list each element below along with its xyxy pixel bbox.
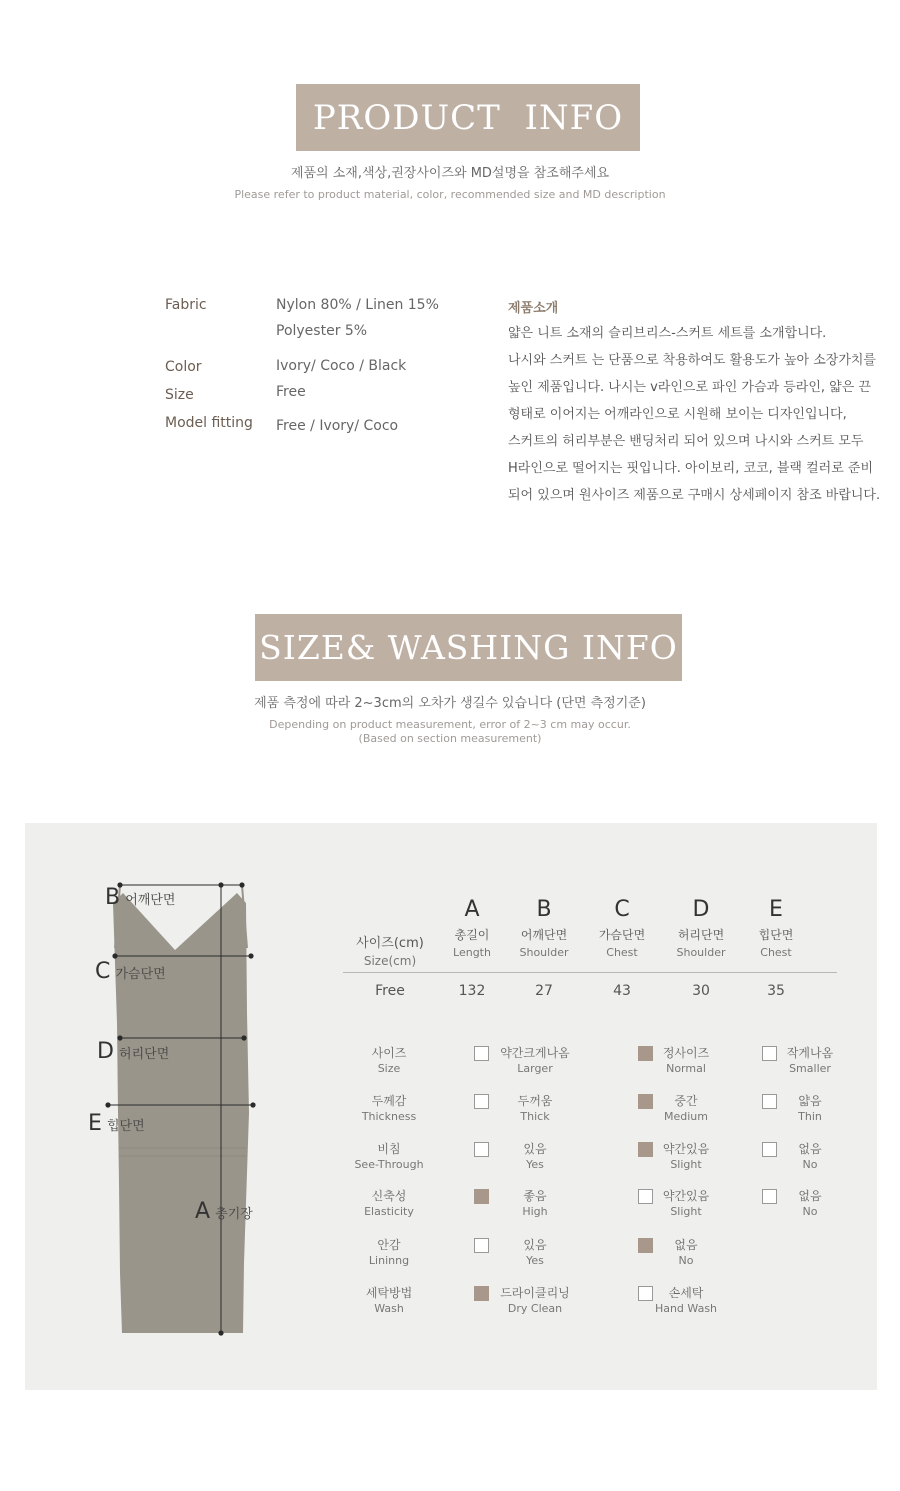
diagram-label-a [195, 1199, 253, 1224]
option-label [480, 1187, 590, 1218]
diagram-label-b [105, 885, 175, 910]
description-line: 형태로 이어지는 어깨라인으로 시원해 보이는 디자인입니다, [508, 407, 847, 422]
option-label-en: Yes [526, 1254, 544, 1267]
product-info-title: PRODUCT INFO [312, 97, 624, 138]
attribute-label-ko: 세탁방법 [365, 1286, 413, 1300]
value-d: 30 [692, 983, 710, 999]
row-size: Free [375, 983, 405, 999]
option-label [631, 1236, 741, 1267]
value-b: 27 [535, 983, 553, 999]
diagram-text: 가슴단면 [115, 967, 166, 982]
option-label-en: High [522, 1205, 548, 1218]
column-b [499, 897, 589, 959]
size-info-banner [255, 614, 682, 681]
option-label-ko: 없음 [798, 1189, 822, 1203]
option-label-en: Yes [526, 1158, 544, 1171]
option-label [480, 1236, 590, 1267]
size-header [345, 928, 435, 968]
option-label [480, 1284, 590, 1315]
option-label-ko: 두꺼움 [517, 1094, 553, 1108]
diagram-letter: D [97, 1039, 114, 1064]
column-ko: 총길이 [454, 928, 490, 942]
option-label-en: Thick [520, 1110, 550, 1123]
description-heading: 제품소개 [508, 301, 559, 316]
diagram-label-d [97, 1039, 169, 1064]
option-label-ko: 약간있음 [662, 1142, 710, 1156]
option-label [755, 1092, 865, 1123]
option-label [631, 1092, 741, 1123]
option-label-ko: 없음 [798, 1142, 822, 1156]
option-label-en: Thin [798, 1110, 822, 1123]
option-label [631, 1044, 741, 1075]
attribute-label-en: Thickness [361, 1110, 417, 1123]
size-info-subtitle-en-1: Depending on product measurement, error of 2~3 cm may occur. [269, 718, 631, 731]
option-label-ko: 좋음 [523, 1189, 547, 1203]
product-info-subtitle-ko: 제품의 소재,색상,권장사이즈와 MD설명을 참조해주세요 [290, 166, 610, 181]
fabric-value-1: Nylon 80% / Linen 15% [276, 297, 439, 313]
value-c: 43 [613, 983, 631, 999]
option-label [755, 1187, 865, 1218]
diagram-letter: E [88, 1111, 102, 1136]
column-ko: 힙단면 [758, 928, 794, 942]
diagram-label-e [88, 1111, 145, 1136]
attribute-label [344, 1236, 434, 1267]
option-label [631, 1284, 741, 1315]
column-en: Shoulder [519, 946, 569, 959]
option-label-ko: 약간크게나옴 [500, 1046, 570, 1060]
column-e [731, 897, 821, 959]
attribute-label-en: Elasticity [364, 1205, 414, 1218]
option-label-ko: 약간있음 [662, 1189, 710, 1203]
diagram-letter: C [95, 959, 111, 984]
option-label-ko: 있음 [523, 1238, 547, 1252]
option-label-ko: 작게나옴 [786, 1046, 834, 1060]
column-letter: C [614, 897, 630, 922]
option-label-en: Medium [664, 1110, 708, 1123]
option-label-en: No [802, 1205, 818, 1218]
option-label [755, 1044, 865, 1075]
value-e: 35 [767, 983, 785, 999]
column-letter: E [769, 897, 783, 922]
attribute-label-ko: 비침 [377, 1142, 401, 1156]
size-header-en: Size(cm) [363, 954, 417, 968]
column-letter: B [536, 897, 552, 922]
attribute-label [344, 1284, 434, 1315]
size-info-subtitle-en-2: (Based on section measurement) [358, 732, 542, 745]
column-c [577, 897, 667, 959]
table-divider [343, 972, 837, 973]
size-header-ko: 사이즈(cm) [356, 936, 424, 951]
description-line: 얇은 니트 소재의 슬리브리스-스커트 세트를 소개합니다. [508, 326, 827, 341]
column-en: Chest [760, 946, 792, 959]
option-label-en: Hand Wash [654, 1302, 718, 1315]
column-ko: 가슴단면 [598, 928, 646, 942]
option-label-ko: 얇음 [798, 1094, 822, 1108]
size-washing-panel [25, 823, 877, 1390]
description-text [508, 320, 900, 509]
diagram-letter: A [195, 1199, 211, 1224]
attribute-label [344, 1187, 434, 1218]
option-label-ko: 드라이클리닝 [500, 1286, 570, 1300]
model-fitting-value: Free / Ivory/ Coco [276, 418, 399, 434]
diagram-label-c [95, 959, 166, 984]
option-label-en: Dry Clean [507, 1302, 563, 1315]
attribute-label-en: Size [377, 1062, 401, 1075]
diagram-text: 힙단면 [107, 1119, 145, 1134]
option-label-en: No [678, 1254, 694, 1267]
product-info-banner [296, 84, 640, 151]
attribute-label-en: Wash [374, 1302, 404, 1315]
diagram-text: 허리단면 [119, 1047, 170, 1062]
model-fitting-label: Model fitting [165, 415, 253, 431]
description-line: H라인으로 떨어지는 핏입니다. 아이보리, 코코, 블랙 컬러로 준비 [508, 461, 874, 476]
option-label-ko: 정사이즈 [662, 1046, 710, 1060]
column-en: Shoulder [676, 946, 726, 959]
option-label-ko: 없음 [674, 1238, 698, 1252]
size-info-subtitle-ko: 제품 측정에 따라 2~3cm의 오차가 생길수 있습니다 (단면 측정기준) [254, 696, 646, 711]
option-label [480, 1140, 590, 1171]
option-label-en: Normal [666, 1062, 706, 1075]
option-label-en: Larger [517, 1062, 553, 1075]
option-label [631, 1187, 741, 1218]
attribute-label-en: Lininng [368, 1254, 410, 1267]
diagram-text: 총기장 [215, 1207, 253, 1222]
diagram-letter: B [105, 885, 121, 910]
option-label-ko: 중간 [674, 1094, 698, 1108]
attribute-label [344, 1140, 434, 1171]
value-a: 132 [458, 983, 486, 999]
option-label [480, 1092, 590, 1123]
description-line: 높인 제품입니다. 나시는 v라인으로 파인 가슴과 등라인, 얇은 끈 [508, 380, 871, 395]
column-ko: 어깨단면 [520, 928, 568, 942]
attribute-label [344, 1044, 434, 1075]
option-label-en: Slight [670, 1158, 702, 1171]
option-label [480, 1044, 590, 1075]
description-line: 스커트의 허리부분은 밴딩처리 되어 있으며 나시와 스커트 모두 [508, 434, 864, 449]
size-label: Size [165, 387, 194, 403]
attribute-label-ko: 신축성 [371, 1189, 407, 1203]
attribute-label-ko: 두께감 [371, 1094, 407, 1108]
diagram-text: 어깨단면 [125, 893, 176, 908]
fabric-label: Fabric [165, 297, 207, 313]
product-info-subtitle-en: Please refer to product material, color, recommended size and MD description [234, 188, 666, 201]
column-en: Length [453, 946, 491, 959]
option-label-ko: 있음 [523, 1142, 547, 1156]
column-en: Chest [606, 946, 638, 959]
option-label-ko: 손세탁 [668, 1286, 704, 1300]
color-value: Ivory/ Coco / Black [276, 358, 407, 374]
column-letter: D [692, 897, 710, 922]
option-label [755, 1140, 865, 1171]
column-ko: 허리단면 [677, 928, 725, 942]
attribute-label [344, 1092, 434, 1123]
fabric-value-2: Polyester 5% [276, 323, 368, 339]
attribute-label-en: See-Through [354, 1158, 424, 1171]
color-label: Color [165, 359, 202, 375]
description-line: 되어 있으며 원사이즈 제품으로 구매시 상세페이지 참조 바랍니다. [508, 488, 881, 503]
description-line: 나시와 스커트 는 단품으로 착용하여도 활용도가 높아 소장가치를 [508, 353, 876, 368]
size-info-title: SIZE& WASHING INFO [259, 628, 678, 667]
option-label [631, 1140, 741, 1171]
attribute-label-ko: 사이즈 [371, 1046, 407, 1060]
option-label-en: Smaller [789, 1062, 831, 1075]
option-label-en: No [802, 1158, 818, 1171]
option-label-en: Slight [670, 1205, 702, 1218]
attribute-label-ko: 안감 [377, 1238, 401, 1252]
column-letter: A [464, 897, 480, 922]
size-value: Free [276, 384, 306, 400]
